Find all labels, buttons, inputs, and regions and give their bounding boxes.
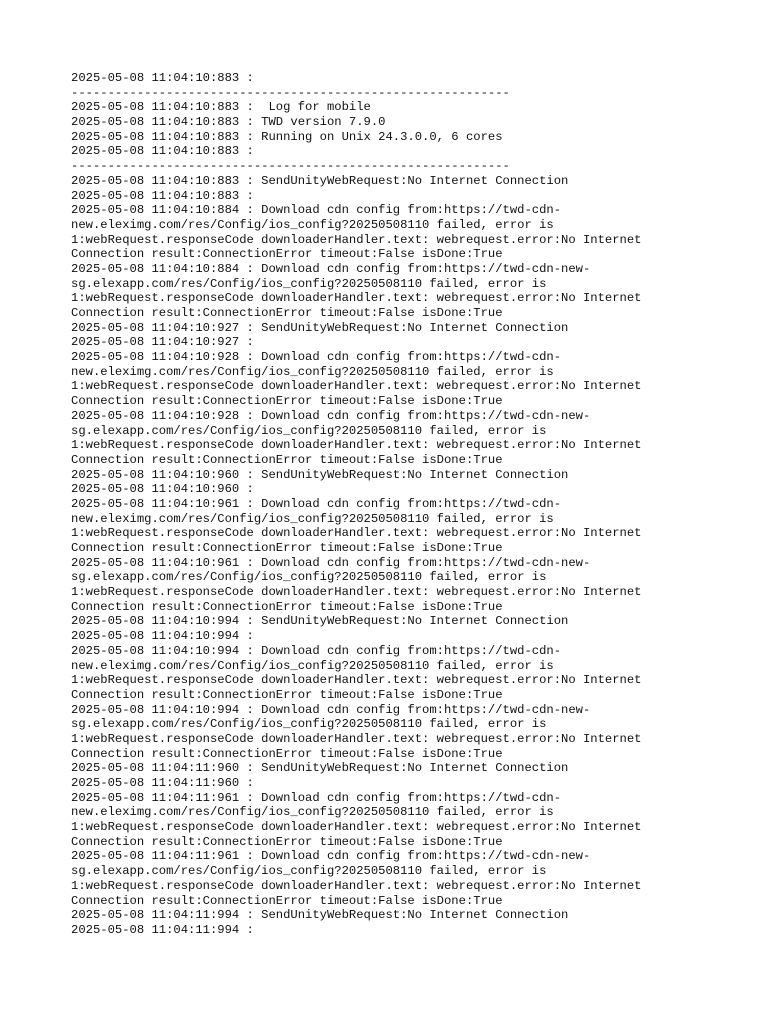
log-line: 1:webRequest.responseCode downloaderHandler.text: webrequest.error:No Internet xyxy=(71,379,642,394)
log-line: 2025-05-08 11:04:10:883 : Running on Unix 24.3.0.0, 6 cores xyxy=(71,129,503,144)
log-line: 2025-05-08 11:04:10:994 : Download cdn config from:https://twd-cdn- xyxy=(71,643,562,658)
log-line: Connection result:ConnectionError timeout:False isDone:True xyxy=(71,893,503,908)
log-line: 1:webRequest.responseCode downloaderHandler.text: webrequest.error:No Internet xyxy=(71,232,642,247)
log-line: sg.elexapp.com/res/Config/ios_config?20250508110 failed, error is xyxy=(71,717,547,732)
log-line: 2025-05-08 11:04:10:883 : xyxy=(71,71,254,85)
log-line: 2025-05-08 11:04:10:883 : TWD version 7.9.0 xyxy=(71,115,386,130)
log-line: 2025-05-08 11:04:11:994 : SendUnityWebRequest:No Internet Connection xyxy=(71,908,569,923)
log-line: 2025-05-08 11:04:10:961 : Download cdn config from:https://twd-cdn-new- xyxy=(71,555,591,570)
log-line: Connection result:ConnectionError timeout:False isDone:True xyxy=(71,746,503,761)
log-line: 2025-05-08 11:04:10:927 : SendUnityWebRequest:No Internet Connection xyxy=(71,320,569,335)
log-line: 1:webRequest.responseCode downloaderHandler.text: webrequest.error:No Internet xyxy=(71,585,642,600)
log-line: new.eleximg.com/res/Config/ios_config?20250508110 failed, error is xyxy=(71,511,554,526)
log-line: 2025-05-08 11:04:11:961 : Download cdn config from:https://twd-cdn-new- xyxy=(71,849,591,864)
log-line: Connection result:ConnectionError timeout:False isDone:True xyxy=(71,541,503,555)
log-line: 2025-05-08 11:04:11:960 : SendUnityWebRequest:No Internet Connection xyxy=(71,761,569,776)
log-line: 2025-05-08 11:04:10:994 : xyxy=(71,629,254,644)
log-line: 2025-05-08 11:04:10:883 : xyxy=(71,144,254,159)
log-line: Connection result:ConnectionError timeout:False isDone:True xyxy=(71,687,503,702)
log-line: 2025-05-08 11:04:10:883 : Log for mobile xyxy=(71,100,371,115)
log-line: sg.elexapp.com/res/Config/ios_config?20250508110 failed, error is xyxy=(71,570,547,585)
log-line: new.eleximg.com/res/Config/ios_config?20250508110 failed, error is xyxy=(71,805,554,820)
log-line: 2025-05-08 11:04:10:884 : Download cdn config from:https://twd-cdn-new- xyxy=(71,261,591,276)
log-line: Connection result:ConnectionError timeout:False isDone:True xyxy=(71,306,503,320)
log-line: new.eleximg.com/res/Config/ios_config?20250508110 failed, error is xyxy=(71,364,554,379)
log-line: 2025-05-08 11:04:11:994 : xyxy=(71,922,254,937)
log-line: 2025-05-08 11:04:10:960 : SendUnityWebRequest:No Internet Connection xyxy=(71,467,569,482)
log-line: 2025-05-08 11:04:10:928 : Download cdn config from:https://twd-cdn- xyxy=(71,350,562,365)
log-line: ------------------------------------------------------------ xyxy=(71,159,510,174)
log-line: 1:webRequest.responseCode downloaderHandler.text: webrequest.error:No Internet xyxy=(71,731,642,746)
log-line: ------------------------------------------------------------ xyxy=(71,85,510,100)
log-line: Connection result:ConnectionError timeout:False isDone:True xyxy=(71,834,503,849)
log-line: 1:webRequest.responseCode downloaderHandler.text: webrequest.error:No Internet xyxy=(71,820,642,835)
log-line: 1:webRequest.responseCode downloaderHandler.text: webrequest.error:No Internet xyxy=(71,878,642,893)
log-line: Connection result:ConnectionError timeout:False isDone:True xyxy=(71,599,503,614)
log-line: 2025-05-08 11:04:10:960 : xyxy=(71,482,254,497)
log-line: 2025-05-08 11:04:10:884 : Download cdn config from:https://twd-cdn- xyxy=(71,203,562,218)
log-line: 1:webRequest.responseCode downloaderHandler.text: webrequest.error:No Internet xyxy=(71,438,642,453)
log-line: 2025-05-08 11:04:11:961 : Download cdn config from:https://twd-cdn- xyxy=(71,790,562,805)
log-line: sg.elexapp.com/res/Config/ios_config?20250508110 failed, error is xyxy=(71,423,547,438)
log-line: Connection result:ConnectionError timeout:False isDone:True xyxy=(71,452,503,467)
log-line: 2025-05-08 11:04:11:960 : xyxy=(71,776,254,790)
log-line: 2025-05-08 11:04:10:961 : Download cdn config from:https://twd-cdn- xyxy=(71,496,562,511)
log-line: 1:webRequest.responseCode downloaderHandler.text: webrequest.error:No Internet xyxy=(71,673,642,688)
log-line: sg.elexapp.com/res/Config/ios_config?20250508110 failed, error is xyxy=(71,276,547,291)
log-text xyxy=(71,71,711,938)
log-line: sg.elexapp.com/res/Config/ios_config?20250508110 failed, error is xyxy=(71,864,547,879)
log-line: 2025-05-08 11:04:10:994 : Download cdn config from:https://twd-cdn-new- xyxy=(71,702,591,717)
log-line: 2025-05-08 11:04:10:928 : Download cdn config from:https://twd-cdn-new- xyxy=(71,408,591,423)
log-line: 1:webRequest.responseCode downloaderHandler.text: webrequest.error:No Internet xyxy=(71,526,642,541)
log-line: new.eleximg.com/res/Config/ios_config?20250508110 failed, error is xyxy=(71,217,554,232)
log-line: Connection result:ConnectionError timeout:False isDone:True xyxy=(71,394,503,409)
log-line: 2025-05-08 11:04:10:994 : SendUnityWebRequest:No Internet Connection xyxy=(71,614,569,629)
log-line: 1:webRequest.responseCode downloaderHandler.text: webrequest.error:No Internet xyxy=(71,291,642,306)
log-line: 2025-05-08 11:04:10:883 : SendUnityWebRequest:No Internet Connection xyxy=(71,173,569,188)
log-line: Connection result:ConnectionError timeout:False isDone:True xyxy=(71,247,503,262)
log-line: new.eleximg.com/res/Config/ios_config?20250508110 failed, error is xyxy=(71,658,554,673)
log-line: 2025-05-08 11:04:10:883 : xyxy=(71,188,254,203)
log-page xyxy=(71,71,711,938)
log-line: 2025-05-08 11:04:10:927 : xyxy=(71,335,254,350)
